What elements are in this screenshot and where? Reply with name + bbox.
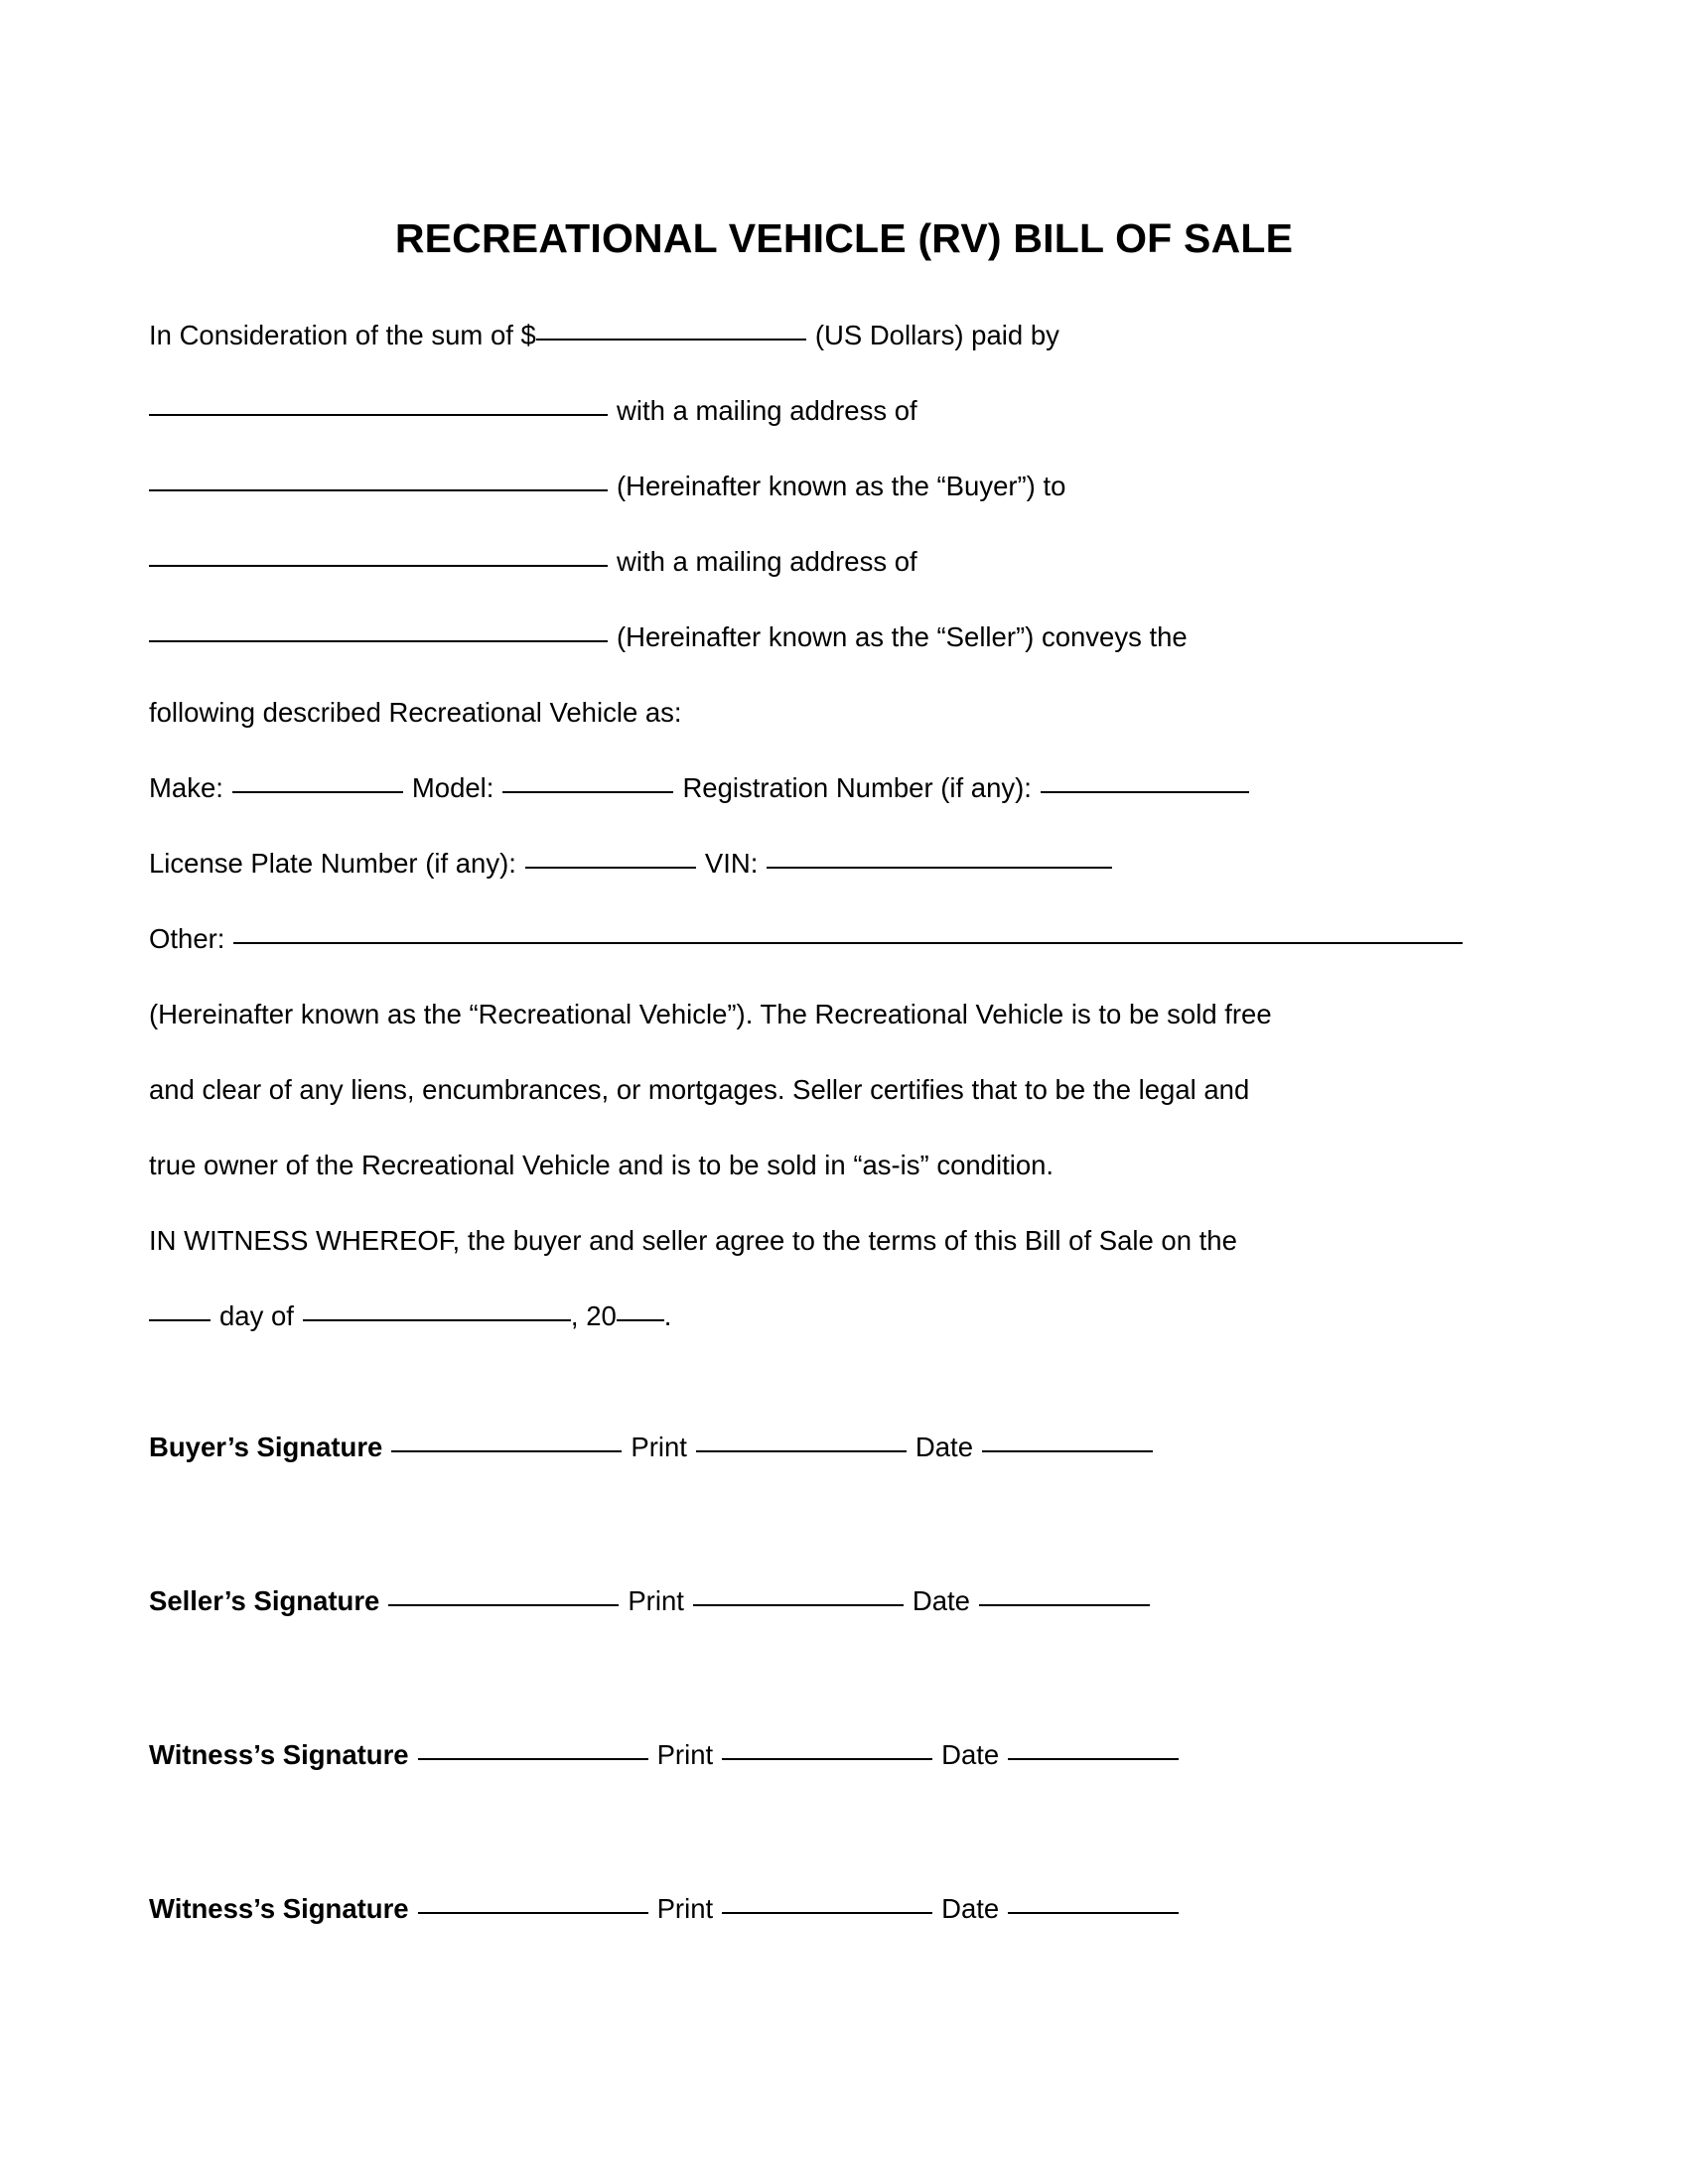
buyer-date-blank[interactable]	[982, 1450, 1153, 1452]
witness-whereof-line	[149, 1203, 1529, 1279]
make-label: Make:	[149, 772, 223, 803]
buyer-mailing-address-label: with a mailing address of	[617, 395, 917, 426]
buyer-signature-blank[interactable]	[391, 1450, 622, 1452]
witness-one-signature-label: Witness’s Signature	[149, 1739, 409, 1770]
page-title: RECREATIONAL VEHICLE (RV) BILL OF SALE	[394, 215, 1294, 262]
buyer-address-line	[149, 449, 1529, 524]
seller-address-line	[149, 600, 1529, 675]
license-plate-label: License Plate Number (if any):	[149, 848, 516, 879]
buyer-name-blank[interactable]	[149, 414, 608, 416]
seller-print-blank[interactable]	[693, 1604, 904, 1606]
consideration-line	[149, 298, 1529, 373]
terms-paragraph-line-3	[149, 1128, 1529, 1203]
seller-address-blank[interactable]	[149, 640, 608, 642]
model-input-blank[interactable]	[502, 791, 673, 793]
witness-two-signature-label: Witness’s Signature	[149, 1893, 409, 1924]
terms-text-1: (Hereinafter known as the “Recreational Vehicle”). The Recreational Vehicle is to be sold free	[149, 999, 1272, 1029]
vehicle-intro-line	[149, 675, 1529, 751]
sentence-terminator: .	[663, 1300, 672, 1331]
witness-one-signature-blank[interactable]	[418, 1758, 648, 1760]
vin-label: VIN:	[704, 848, 759, 879]
witness-two-date-blank[interactable]	[1008, 1912, 1179, 1914]
terms-paragraph-line-2	[149, 1052, 1529, 1128]
terms-text-3: true owner of the Recreational Vehicle and is to be sold in “as-is” condition.	[149, 1150, 1055, 1180]
witness-one-print-label: Print	[656, 1739, 714, 1770]
registration-number-label: Registration Number (if any):	[682, 772, 1032, 803]
witness-one-signature-row	[149, 1739, 1539, 1893]
seller-date-blank[interactable]	[979, 1604, 1150, 1606]
day-of-label: day of	[219, 1300, 294, 1331]
seller-signature-blank[interactable]	[388, 1604, 619, 1606]
buyer-address-blank[interactable]	[149, 489, 608, 491]
month-blank[interactable]	[303, 1319, 571, 1321]
day-blank[interactable]	[149, 1319, 211, 1321]
buyer-designation-label: (Hereinafter known as the “Buyer”) to	[617, 471, 1066, 501]
license-plate-blank[interactable]	[525, 867, 696, 869]
buyer-date-label: Date	[914, 1432, 973, 1462]
registration-number-blank[interactable]	[1041, 791, 1249, 793]
year-prefix-label: , 20	[570, 1300, 617, 1331]
seller-mailing-address-label: with a mailing address of	[617, 546, 917, 577]
seller-name-line	[149, 524, 1529, 600]
signature-block	[149, 1432, 1539, 1925]
witness-one-date-blank[interactable]	[1008, 1758, 1179, 1760]
witness-two-signature-row	[149, 1893, 1539, 1925]
witness-two-print-blank[interactable]	[722, 1912, 932, 1914]
consideration-label: In Consideration of the sum of $	[149, 320, 536, 350]
plate-vin-line	[149, 826, 1529, 901]
model-label: Model:	[411, 772, 494, 803]
us-dollars-label: (US Dollars) paid by	[814, 320, 1059, 350]
other-label: Other:	[149, 923, 225, 954]
amount-blank[interactable]	[536, 339, 806, 341]
year-blank[interactable]	[617, 1319, 664, 1321]
buyer-signature-row	[149, 1432, 1539, 1585]
make-input-blank[interactable]	[232, 791, 403, 793]
vin-blank[interactable]	[767, 867, 1112, 869]
buyer-print-label: Print	[631, 1432, 687, 1462]
seller-signature-row	[149, 1585, 1539, 1739]
seller-print-label: Print	[628, 1585, 684, 1616]
witness-whereof-text: IN WITNESS WHEREOF, the buyer and seller agree to the terms of this Bill of Sale on the	[149, 1225, 1237, 1256]
buyer-name-line	[149, 373, 1529, 449]
document-body	[149, 298, 1529, 1354]
buyer-print-blank[interactable]	[696, 1450, 907, 1452]
buyer-signature-label: Buyer’s Signature	[149, 1432, 383, 1462]
witness-one-date-label: Date	[941, 1739, 1000, 1770]
make-model-registration-line	[149, 751, 1529, 826]
vehicle-intro-label: following described Recreational Vehicle as:	[149, 697, 682, 728]
witness-one-print-blank[interactable]	[722, 1758, 932, 1760]
other-line	[149, 901, 1529, 977]
seller-signature-label: Seller’s Signature	[149, 1585, 380, 1616]
execution-date-line	[149, 1279, 1529, 1354]
terms-paragraph-line-1	[149, 977, 1529, 1052]
seller-name-blank[interactable]	[149, 565, 608, 567]
seller-designation-label: (Hereinafter known as the “Seller”) conveys the	[617, 621, 1188, 652]
terms-text-2: and clear of any liens, encumbrances, or mortgages. Seller certifies that to be the legal and	[149, 1074, 1250, 1105]
witness-two-signature-blank[interactable]	[418, 1912, 648, 1914]
witness-two-date-label: Date	[941, 1893, 1000, 1924]
seller-date-label: Date	[912, 1585, 970, 1616]
witness-two-print-label: Print	[656, 1893, 714, 1924]
other-blank[interactable]	[233, 942, 1463, 944]
